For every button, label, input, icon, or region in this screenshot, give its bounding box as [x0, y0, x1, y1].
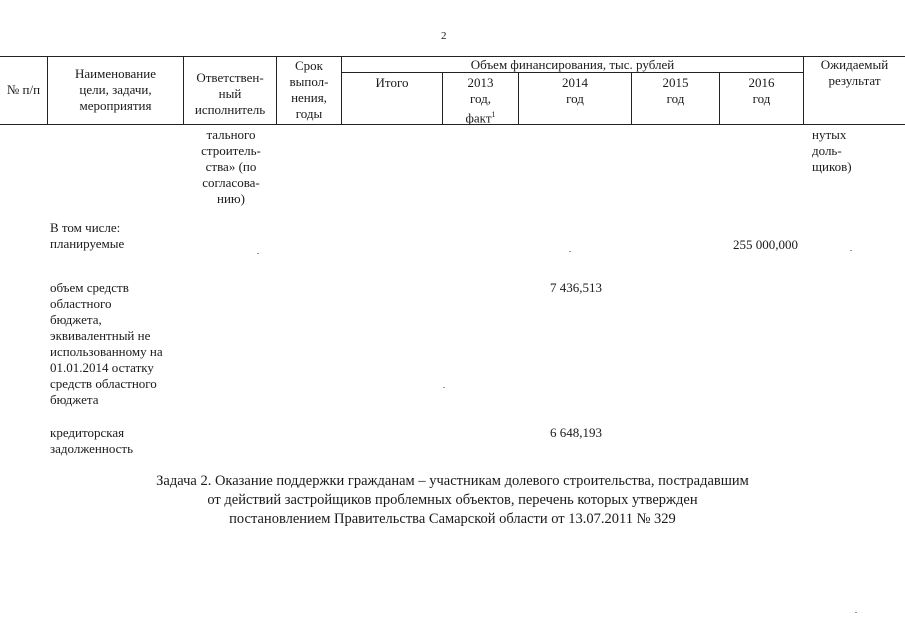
scan-speck — [850, 250, 852, 251]
header-term: Срок выпол- нения, годы — [289, 58, 329, 121]
row-payables-2014: 6 648,193 — [550, 425, 602, 440]
page-number: 2 — [441, 30, 447, 42]
header-2015: 2015 год — [662, 75, 689, 106]
header-executor: Ответствен- ный исполнитель — [194, 70, 266, 117]
scan-speck — [443, 387, 445, 388]
scan-speck — [257, 253, 259, 254]
task-heading: Задача 2. Оказание поддержки гражданам – участникам долевого строительства, пострадавшим от действий застройщиков проблемных объектов, перечень которых утвержден постановлением Правительства Самарской области от 13.07.2011 № 329 — [156, 473, 749, 527]
header-financing-group: Объем финансирования, тыс. рублей — [470, 57, 675, 72]
header-2013: 2013 год, факт$^1$ — [465, 75, 496, 126]
row-budget-2014: 7 436,513 — [550, 280, 602, 295]
result-continuation: нутых доль- щиков) — [812, 127, 852, 174]
header-2016: 2016 год — [748, 75, 775, 106]
footnote-marker: 1 — [491, 110, 496, 119]
header-name: Наименование цели, задачи, мероприятия — [75, 66, 156, 113]
header-result: Ожидаемый результат — [820, 57, 889, 88]
header-2014: 2014 год — [562, 75, 588, 106]
row-planned-2016: 255 000,000 — [733, 237, 798, 252]
row-planned-name: В том числе: планируемые — [50, 220, 125, 251]
row-payables-name: кредиторская задолженность — [50, 425, 134, 456]
scan-speck — [855, 612, 857, 613]
header-total: Итого — [375, 75, 409, 90]
row-budget-name: объем средств областного бюджета, эквивалентный не использованному на 01.01.2014 остатку средств областного бюджета — [50, 280, 163, 407]
scan-speck — [569, 251, 571, 252]
header-num: № п/п — [6, 82, 41, 97]
executor-continuation: тального строитель- ства» (по согласова- нию) — [201, 127, 261, 206]
